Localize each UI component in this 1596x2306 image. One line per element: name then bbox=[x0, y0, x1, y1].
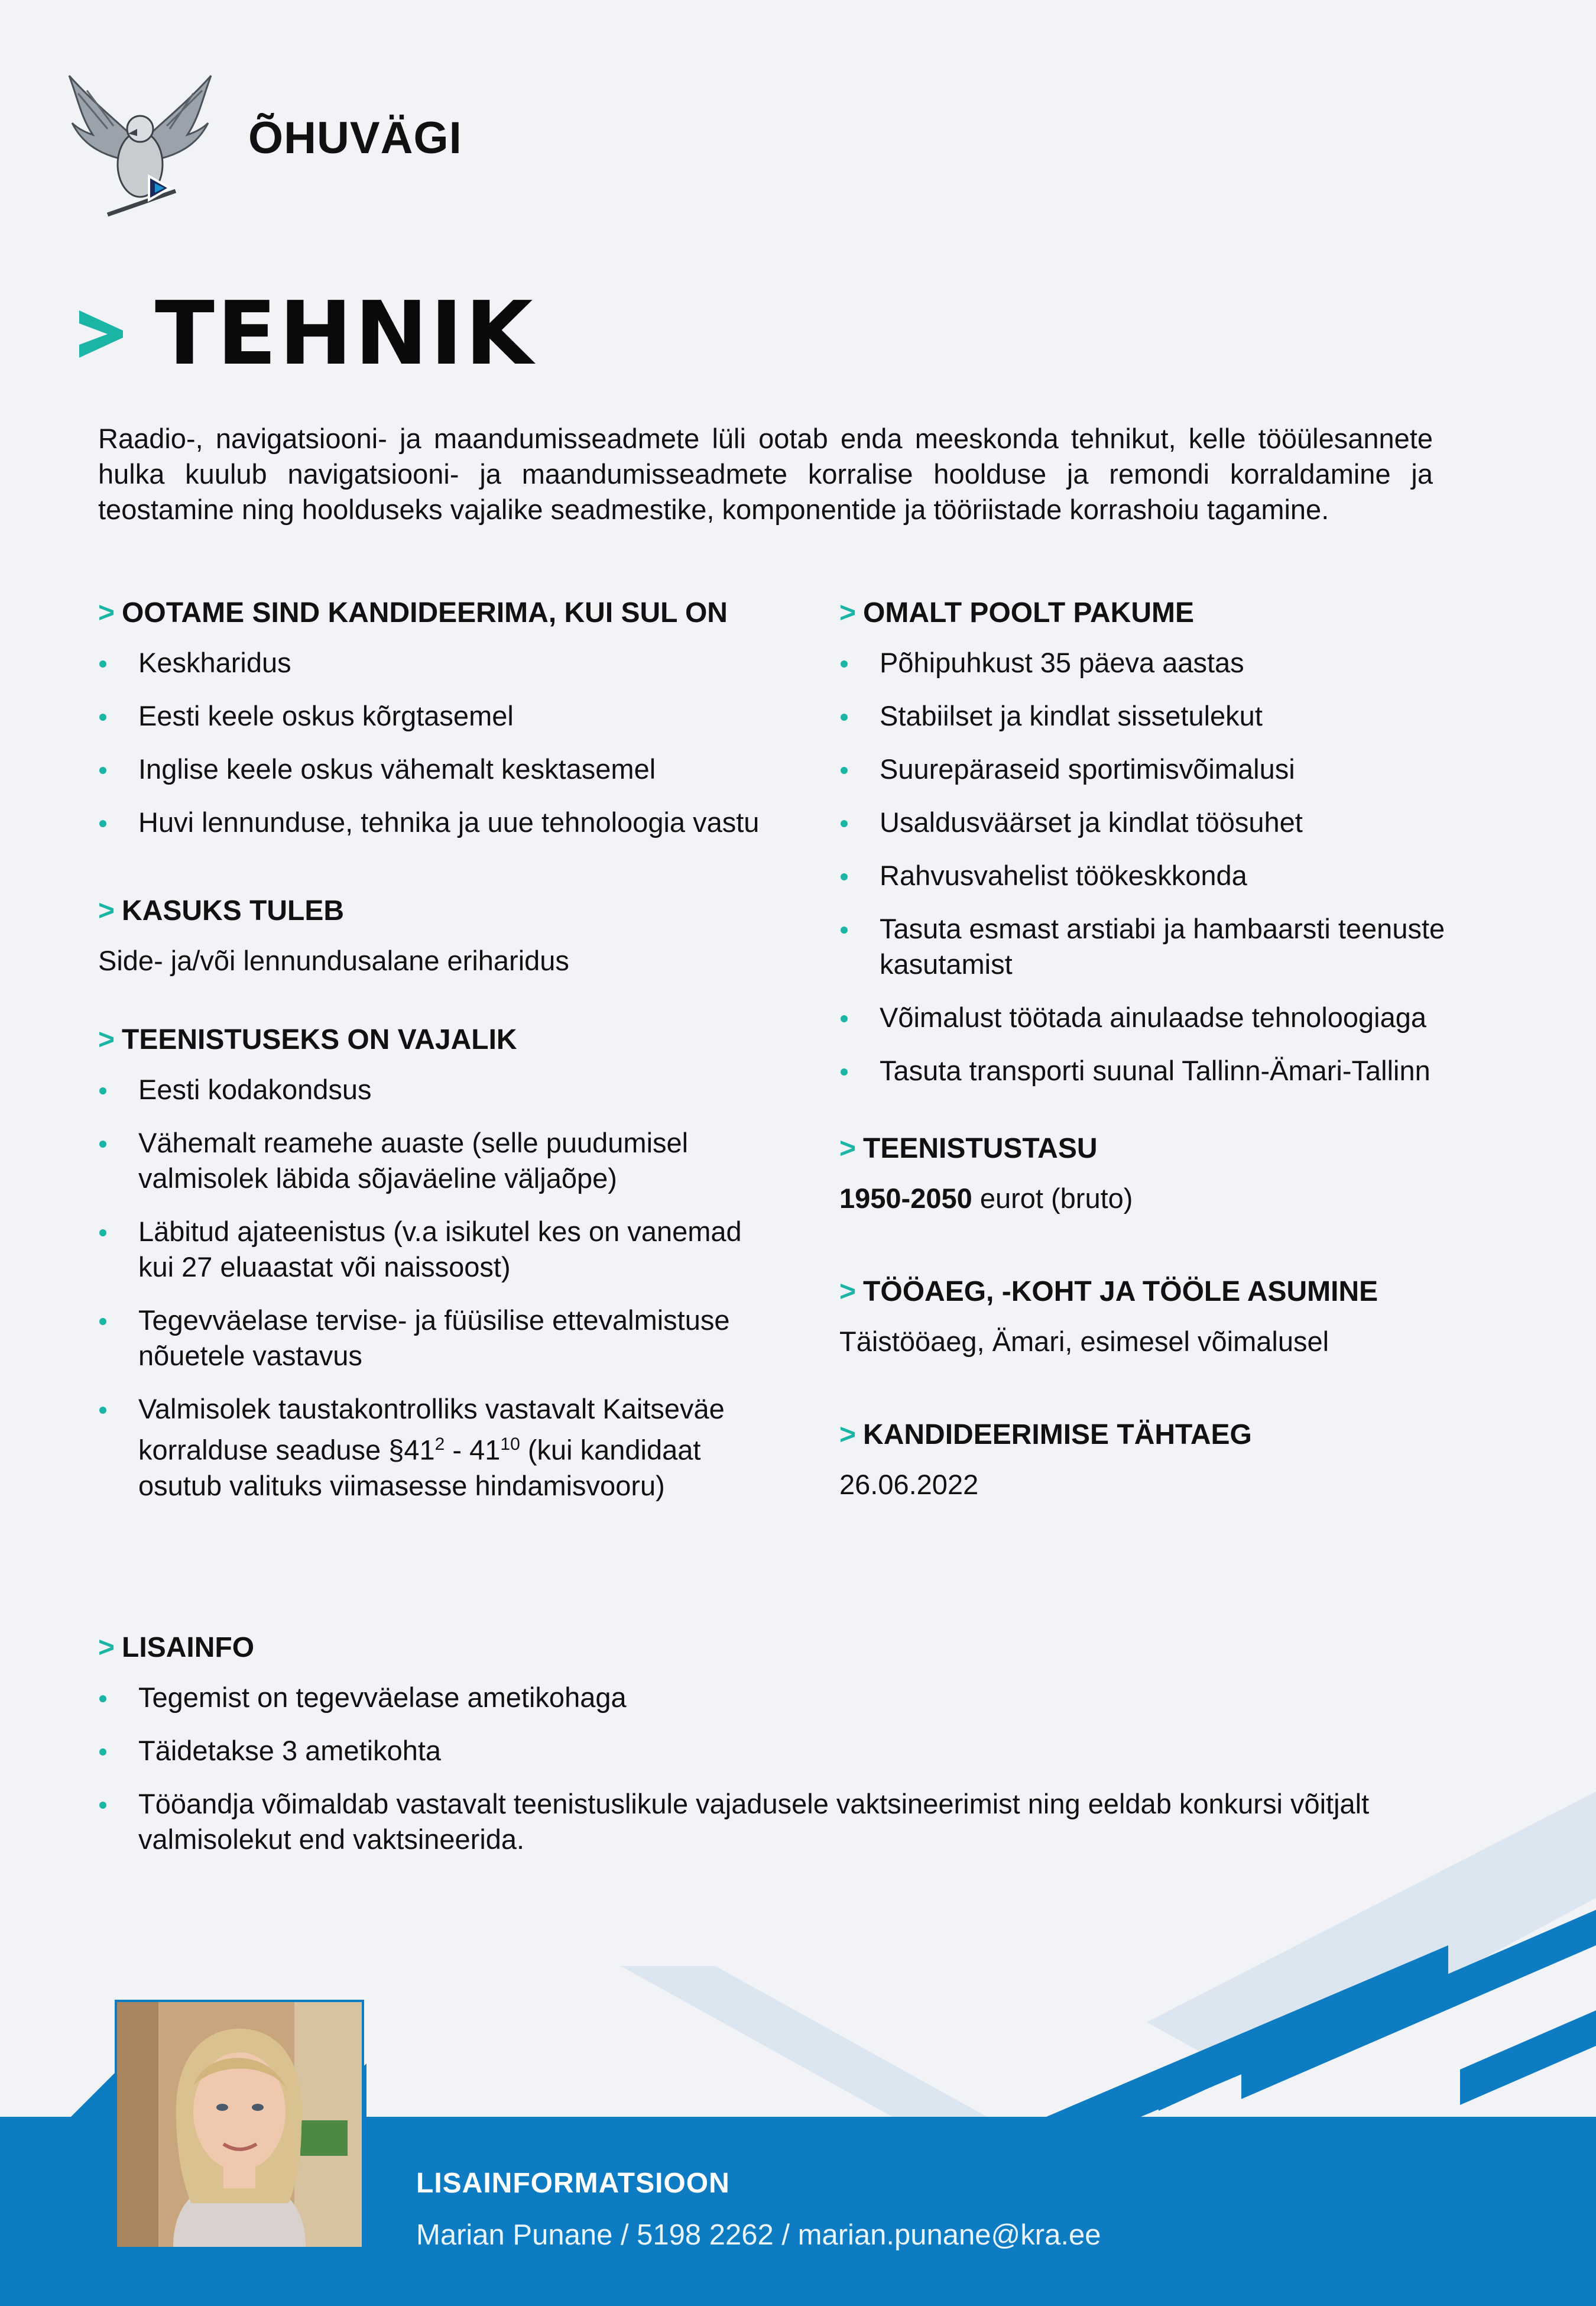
chevron-right-icon bbox=[77, 307, 125, 360]
service-requirements-heading: > TEENISTUSEKS ON VAJALIK bbox=[98, 1024, 517, 1055]
offer-list bbox=[839, 645, 1513, 1089]
deadline-heading: > KANDIDEERIMISE TÄHTAEG bbox=[839, 1419, 1252, 1450]
list-item: Tegevväelase tervise- ja füüsilise ettevalmistuse nõuetele vastavus bbox=[98, 1303, 772, 1374]
left-column bbox=[98, 594, 772, 1521]
deadline-date: 26.06.2022 bbox=[839, 1469, 979, 1500]
eagle-emblem-icon bbox=[66, 70, 214, 229]
list-item: Keskharidus bbox=[98, 645, 772, 681]
advantage-heading: > KASUKS TULEB bbox=[98, 895, 345, 927]
job-title-text: TEHNIK bbox=[155, 283, 536, 384]
list-item: Eesti keele oskus kõrgtasemel bbox=[98, 698, 772, 734]
list-item: Vähemalt reamehe auaste (selle puudumisel valmisolek läbida sõjaväeline väljaõpe) bbox=[98, 1125, 772, 1196]
list-item: Tasuta esmast arstiabi ja hambaarsti teenuste kasutamist bbox=[839, 911, 1513, 982]
worktime-text: Täistööaeg, Ämari, esimesel võimalusel bbox=[839, 1326, 1329, 1357]
contact-heading: LISAINFORMATSIOON bbox=[416, 2168, 730, 2199]
list-item: Põhipuhkust 35 päeva aastas bbox=[839, 645, 1513, 681]
advantage-text: Side- ja/või lennundusalane eriharidus bbox=[98, 945, 569, 976]
list-item: Tasuta transporti suunal Tallinn-Ämari-Tallinn bbox=[839, 1053, 1513, 1089]
list-item: Usaldusväärset ja kindlat töösuhet bbox=[839, 805, 1513, 840]
contact-details: Marian Punane / 5198 2262 / marian.punane@kra.ee bbox=[416, 2219, 1101, 2251]
list-item: Tegemist on tegevväelase ametikohaga bbox=[98, 1680, 1458, 1715]
offer-heading: > OMALT POOLT PAKUME bbox=[839, 597, 1194, 629]
intro-paragraph: Raadio-, navigatsiooni- ja maandumisseadmete lüli ootab enda meeskonda tehnikut, kelle tööülesannete hulka kuulub navigatsiooni- ja maandumisseadmete korralise hoolduse ja remondi korraldamine ja teostamine ning hoolduseks vajalike seadmestike, komponentide ja tööriistade korrashoiu tagamine. bbox=[98, 423, 1433, 525]
extra-heading: > LISAINFO bbox=[98, 1632, 255, 1663]
worktime-heading: > TÖÖAEG, -KOHT JA TÖÖLE ASUMINE bbox=[839, 1276, 1378, 1307]
list-item: Võimalust töötada ainulaadse tehnoloogiaga bbox=[839, 1000, 1513, 1035]
list-item: Huvi lennunduse, tehnika ja uue tehnoloogia vastu bbox=[98, 805, 772, 840]
requirements-heading: > OOTAME SIND KANDIDEERIMA, KUI SUL ON bbox=[98, 597, 728, 629]
list-item: Tööandja võimaldab vastavalt teenistuslikule vajadusele vaktsineerimist ning eeldab konkursi võitjalt valmisolekut end vaktsineerida. bbox=[98, 1786, 1458, 1857]
list-item: Valmisolek taustakontrolliks vastavalt Kaitseväe korralduse seaduse $\S 41^2 - 41^{10}$ (kui kandidaat osutub valituks viimasesse hindamisvooru) bbox=[98, 1391, 772, 1504]
service-requirements-list bbox=[98, 1072, 772, 1504]
page-title bbox=[77, 283, 536, 384]
org-name: ÕHUVÄGI bbox=[248, 113, 462, 163]
list-item: Inglise keele oskus vähemalt kesktasemel bbox=[98, 752, 772, 787]
right-column bbox=[839, 594, 1513, 1502]
list-item: Stabiilset ja kindlat sissetulekut bbox=[839, 698, 1513, 734]
list-item: Täidetakse 3 ametikohta bbox=[98, 1733, 1458, 1769]
list-item: Rahvusvahelist töökeskkonda bbox=[839, 858, 1513, 893]
contact-person-photo bbox=[117, 2002, 362, 2247]
list-item: Suurepäraseid sportimisvõimalusi bbox=[839, 752, 1513, 787]
list-item: Läbitud ajateenistus (v.a isikutel kes on vanemad kui 27 eluaastat või naissoost) bbox=[98, 1214, 772, 1285]
list-item: Eesti kodakondsus bbox=[98, 1072, 772, 1107]
salary-text: 1950-2050 eurot (bruto) bbox=[839, 1183, 1133, 1214]
requirements-list bbox=[98, 645, 772, 840]
salary-heading: > TEENISTUSTASU bbox=[839, 1133, 1098, 1164]
